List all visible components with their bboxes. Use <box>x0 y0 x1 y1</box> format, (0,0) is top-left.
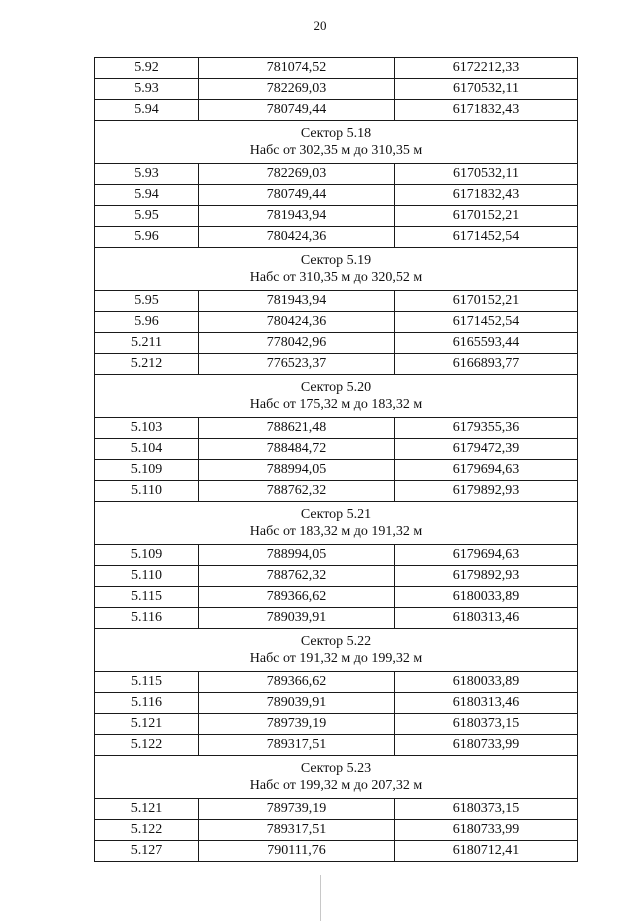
sector-header-cell <box>95 502 578 545</box>
scan-artifact-line <box>320 875 321 921</box>
table-row <box>95 291 578 312</box>
sector-height-range: Набс от 183,32 м до 191,32 м <box>249 524 423 539</box>
sector-title: Сектор 5.22 <box>300 634 372 649</box>
point-id-cell: 5.122 <box>95 735 199 756</box>
x-coordinate-cell: 781943,94 <box>199 206 395 227</box>
x-coordinate-cell: 788762,32 <box>199 481 395 502</box>
x-coordinate-cell: 788762,32 <box>199 566 395 587</box>
point-id-cell: 5.116 <box>95 608 199 629</box>
point-id-cell: 5.109 <box>95 460 199 481</box>
table-row <box>95 820 578 841</box>
sector-height-range: Набс от 302,35 м до 310,35 м <box>249 143 423 158</box>
x-coordinate-cell: 788621,48 <box>199 418 395 439</box>
table-row <box>95 608 578 629</box>
table-row <box>95 672 578 693</box>
y-coordinate-cell: 6180033,89 <box>395 587 578 608</box>
point-id-cell: 5.121 <box>95 714 199 735</box>
x-coordinate-cell: 782269,03 <box>199 164 395 185</box>
point-id-cell: 5.93 <box>95 164 199 185</box>
sector-header-cell <box>95 121 578 164</box>
point-id-cell: 5.109 <box>95 545 199 566</box>
page-number: 20 <box>313 18 327 33</box>
x-coordinate-cell: 789039,91 <box>199 693 395 714</box>
x-coordinate-cell: 788994,05 <box>199 460 395 481</box>
table-row <box>95 164 578 185</box>
table-row <box>95 439 578 460</box>
x-coordinate-cell: 776523,37 <box>199 354 395 375</box>
y-coordinate-cell: 6180033,89 <box>395 672 578 693</box>
table-row <box>95 566 578 587</box>
point-id-cell: 5.96 <box>95 227 199 248</box>
y-coordinate-cell: 6170152,21 <box>395 291 578 312</box>
y-coordinate-cell: 6171452,54 <box>395 227 578 248</box>
point-id-cell: 5.103 <box>95 418 199 439</box>
y-coordinate-cell: 6180733,99 <box>395 820 578 841</box>
table-row <box>95 312 578 333</box>
table-row <box>95 714 578 735</box>
sector-header-cell <box>95 756 578 799</box>
y-coordinate-cell: 6170532,11 <box>395 164 578 185</box>
sector-header-row <box>95 756 578 799</box>
sector-height-range: Набс от 191,32 м до 199,32 м <box>249 651 423 666</box>
y-coordinate-cell: 6171832,43 <box>395 185 578 206</box>
point-id-cell: 5.95 <box>95 206 199 227</box>
y-coordinate-cell: 6166893,77 <box>395 354 578 375</box>
point-id-cell: 5.115 <box>95 587 199 608</box>
x-coordinate-cell: 780424,36 <box>199 227 395 248</box>
table-row <box>95 460 578 481</box>
point-id-cell: 5.94 <box>95 185 199 206</box>
table-row <box>95 587 578 608</box>
table-row <box>95 841 578 862</box>
table-row <box>95 185 578 206</box>
x-coordinate-cell: 788994,05 <box>199 545 395 566</box>
table-row <box>95 481 578 502</box>
x-coordinate-cell: 781074,52 <box>199 58 395 79</box>
table-row <box>95 227 578 248</box>
table-row <box>95 693 578 714</box>
table-row <box>95 735 578 756</box>
x-coordinate-cell: 789366,62 <box>199 587 395 608</box>
point-id-cell: 5.96 <box>95 312 199 333</box>
table-row <box>95 58 578 79</box>
point-id-cell: 5.110 <box>95 566 199 587</box>
x-coordinate-cell: 789739,19 <box>199 714 395 735</box>
table-row <box>95 545 578 566</box>
y-coordinate-cell: 6180313,46 <box>395 693 578 714</box>
point-id-cell: 5.92 <box>95 58 199 79</box>
sector-header-row <box>95 375 578 418</box>
point-id-cell: 5.94 <box>95 100 199 121</box>
y-coordinate-cell: 6180313,46 <box>395 608 578 629</box>
x-coordinate-cell: 788484,72 <box>199 439 395 460</box>
sector-title: Сектор 5.18 <box>300 126 372 141</box>
x-coordinate-cell: 789317,51 <box>199 820 395 841</box>
table-row <box>95 799 578 820</box>
point-id-cell: 5.95 <box>95 291 199 312</box>
y-coordinate-cell: 6172212,33 <box>395 58 578 79</box>
point-id-cell: 5.211 <box>95 333 199 354</box>
table-row <box>95 333 578 354</box>
sector-header-row <box>95 248 578 291</box>
point-id-cell: 5.93 <box>95 79 199 100</box>
coordinates-table <box>94 57 578 862</box>
y-coordinate-cell: 6179694,63 <box>395 460 578 481</box>
y-coordinate-cell: 6179472,39 <box>395 439 578 460</box>
sector-header-row <box>95 121 578 164</box>
x-coordinate-cell: 789366,62 <box>199 672 395 693</box>
coordinates-table-container <box>94 57 577 862</box>
sector-title: Сектор 5.21 <box>300 507 372 522</box>
sector-header-cell <box>95 375 578 418</box>
point-id-cell: 5.127 <box>95 841 199 862</box>
x-coordinate-cell: 790111,76 <box>199 841 395 862</box>
y-coordinate-cell: 6165593,44 <box>395 333 578 354</box>
table-row <box>95 206 578 227</box>
sector-title: Сектор 5.20 <box>300 380 372 395</box>
x-coordinate-cell: 789039,91 <box>199 608 395 629</box>
y-coordinate-cell: 6180733,99 <box>395 735 578 756</box>
y-coordinate-cell: 6171452,54 <box>395 312 578 333</box>
y-coordinate-cell: 6179694,63 <box>395 545 578 566</box>
y-coordinate-cell: 6170532,11 <box>395 79 578 100</box>
point-id-cell: 5.115 <box>95 672 199 693</box>
y-coordinate-cell: 6180373,15 <box>395 714 578 735</box>
y-coordinate-cell: 6179355,36 <box>395 418 578 439</box>
point-id-cell: 5.212 <box>95 354 199 375</box>
y-coordinate-cell: 6179892,93 <box>395 481 578 502</box>
coordinates-table-body <box>95 58 578 862</box>
x-coordinate-cell: 781943,94 <box>199 291 395 312</box>
sector-height-range: Набс от 310,35 м до 320,52 м <box>249 270 423 285</box>
y-coordinate-cell: 6179892,93 <box>395 566 578 587</box>
sector-header-cell <box>95 248 578 291</box>
y-coordinate-cell: 6170152,21 <box>395 206 578 227</box>
point-id-cell: 5.104 <box>95 439 199 460</box>
sector-header-cell <box>95 629 578 672</box>
x-coordinate-cell: 780749,44 <box>199 185 395 206</box>
sector-title: Сектор 5.23 <box>300 761 372 776</box>
point-id-cell: 5.110 <box>95 481 199 502</box>
point-id-cell: 5.116 <box>95 693 199 714</box>
x-coordinate-cell: 780424,36 <box>199 312 395 333</box>
y-coordinate-cell: 6180373,15 <box>395 799 578 820</box>
x-coordinate-cell: 789317,51 <box>199 735 395 756</box>
x-coordinate-cell: 780749,44 <box>199 100 395 121</box>
x-coordinate-cell: 778042,96 <box>199 333 395 354</box>
y-coordinate-cell: 6180712,41 <box>395 841 578 862</box>
table-row <box>95 79 578 100</box>
point-id-cell: 5.122 <box>95 820 199 841</box>
sector-height-range: Набс от 199,32 м до 207,32 м <box>249 778 423 793</box>
sector-header-row <box>95 629 578 672</box>
table-row <box>95 354 578 375</box>
y-coordinate-cell: 6171832,43 <box>395 100 578 121</box>
x-coordinate-cell: 789739,19 <box>199 799 395 820</box>
table-row <box>95 100 578 121</box>
x-coordinate-cell: 782269,03 <box>199 79 395 100</box>
sector-title: Сектор 5.19 <box>300 253 372 268</box>
sector-header-row <box>95 502 578 545</box>
point-id-cell: 5.121 <box>95 799 199 820</box>
sector-height-range: Набс от 175,32 м до 183,32 м <box>249 397 423 412</box>
table-row <box>95 418 578 439</box>
